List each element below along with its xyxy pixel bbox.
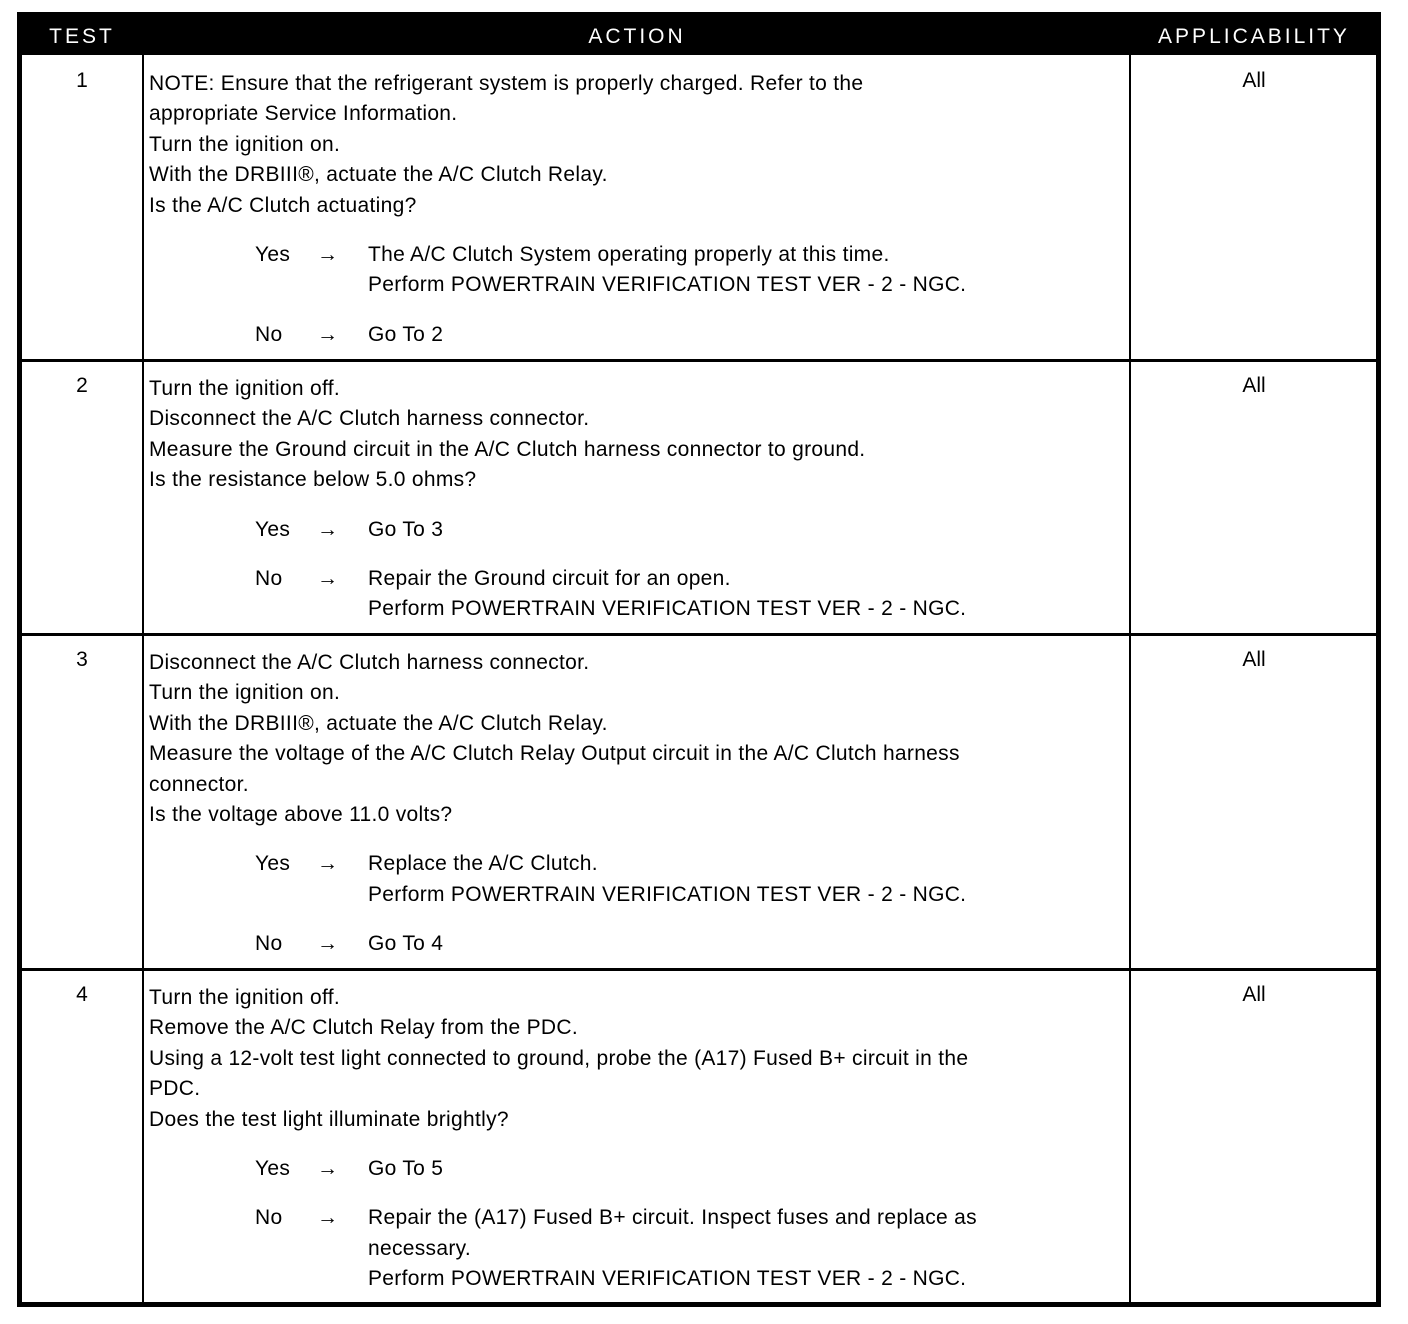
- action-line: Remove the A/C Clutch Relay from the PDC.: [149, 1016, 578, 1040]
- arrow-icon: →: [317, 932, 339, 956]
- no-outcome: [149, 929, 1129, 959]
- arrow-icon: →: [317, 567, 339, 591]
- action-line: Measure the Ground circuit in the A/C Clutch harness connector to ground.: [149, 437, 866, 461]
- arrow-icon: →: [317, 322, 339, 346]
- action-text: [149, 69, 1129, 350]
- yes-outcome: [149, 1154, 1129, 1184]
- action-line: Using a 12-volt test light connected to ground, probe the (A17) Fused B+ circuit in the: [149, 1046, 969, 1070]
- no-label: No: [255, 322, 283, 346]
- result-line: Repair the Ground circuit for an open.: [368, 567, 731, 591]
- result-line: Go To 2: [368, 322, 444, 346]
- yes-result: [368, 515, 1129, 545]
- action-line: Does the test light illuminate brightly?: [149, 1107, 509, 1131]
- header-action: ACTION: [588, 25, 686, 48]
- action-line: Is the voltage above 11.0 volts?: [149, 803, 453, 827]
- header-applicability: APPLICABILITY: [1158, 25, 1350, 48]
- action-line: Turn the ignition on.: [149, 681, 341, 705]
- action-line: appropriate Service Information.: [149, 102, 458, 126]
- table-row: [22, 969, 1376, 1302]
- yes-outcome: [149, 849, 1129, 910]
- action-text: [149, 983, 1129, 1295]
- arrow-icon: →: [317, 852, 339, 876]
- result-line: necessary.: [368, 1236, 471, 1260]
- action-text: [149, 374, 1129, 625]
- action-text: [149, 648, 1129, 960]
- result-line: The A/C Clutch System operating properly at this time.: [368, 243, 890, 267]
- action-line: connector.: [149, 772, 249, 796]
- yes-result: [368, 849, 1129, 910]
- action-line: Is the A/C Clutch actuating?: [149, 193, 417, 217]
- action-line: With the DRBIII®, actuate the A/C Clutch Relay.: [149, 163, 608, 187]
- applicability-value: All: [1242, 374, 1266, 397]
- no-label: No: [255, 1206, 283, 1230]
- test-number: 3: [76, 648, 88, 671]
- row-divider: [22, 359, 1376, 362]
- result-line: Go To 3: [368, 517, 444, 541]
- yes-result: [368, 240, 1129, 301]
- table-row: [22, 360, 1376, 634]
- applicability-value: All: [1242, 69, 1266, 92]
- arrow-icon: →: [317, 243, 339, 267]
- result-line: Perform POWERTRAIN VERIFICATION TEST VER - 2 - NGC.: [368, 882, 967, 906]
- row-divider: [22, 633, 1376, 636]
- result-line: Repair the (A17) Fused B+ circuit. Inspect fuses and replace as: [368, 1206, 977, 1230]
- table-row: [22, 55, 1376, 360]
- result-line: Go To 4: [368, 932, 444, 956]
- action-line: Disconnect the A/C Clutch harness connector.: [149, 407, 590, 431]
- action-line: NOTE: Ensure that the refrigerant system is properly charged. Refer to the: [149, 72, 864, 95]
- no-result: [368, 929, 1129, 959]
- header-test: TEST: [49, 25, 115, 48]
- action-line: Is the resistance below 5.0 ohms?: [149, 468, 477, 492]
- no-label: No: [255, 932, 283, 956]
- applicability-value: All: [1242, 983, 1266, 1006]
- yes-label: Yes: [255, 852, 291, 876]
- yes-label: Yes: [255, 1157, 291, 1181]
- action-line: Turn the ignition off.: [149, 377, 341, 400]
- applicability-value: All: [1242, 648, 1266, 671]
- no-label: No: [255, 567, 283, 591]
- no-outcome: [149, 564, 1129, 625]
- yes-outcome: [149, 240, 1129, 301]
- result-line: Perform POWERTRAIN VERIFICATION TEST VER - 2 - NGC.: [368, 597, 967, 621]
- result-line: Replace the A/C Clutch.: [368, 852, 598, 876]
- test-number: 1: [76, 69, 88, 92]
- no-result: [368, 564, 1129, 625]
- row-divider: [22, 968, 1376, 971]
- no-outcome: [149, 320, 1129, 350]
- yes-outcome: [149, 515, 1129, 545]
- action-line: Turn the ignition on.: [149, 132, 341, 156]
- diagnostic-test-table: [17, 12, 1381, 1307]
- result-line: Go To 5: [368, 1157, 444, 1181]
- action-line: Disconnect the A/C Clutch harness connector.: [149, 651, 590, 674]
- result-line: Perform POWERTRAIN VERIFICATION TEST VER - 2 - NGC.: [368, 273, 967, 297]
- table-header: [22, 17, 1376, 55]
- yes-result: [368, 1154, 1129, 1184]
- result-line: Perform POWERTRAIN VERIFICATION TEST VER - 2 - NGC.: [368, 1267, 967, 1291]
- table-row: [22, 634, 1376, 969]
- no-outcome: [149, 1203, 1129, 1294]
- action-line: Turn the ignition off.: [149, 986, 341, 1009]
- arrow-icon: →: [317, 517, 339, 541]
- action-line: PDC.: [149, 1077, 201, 1101]
- action-line: With the DRBIII®, actuate the A/C Clutch Relay.: [149, 711, 608, 735]
- yes-label: Yes: [255, 517, 291, 541]
- action-line: Measure the voltage of the A/C Clutch Relay Output circuit in the A/C Clutch harness: [149, 742, 960, 766]
- yes-label: Yes: [255, 243, 291, 267]
- no-result: [368, 320, 1129, 350]
- test-number: 4: [76, 983, 88, 1006]
- arrow-icon: →: [317, 1206, 339, 1230]
- no-result: [368, 1203, 1129, 1294]
- arrow-icon: →: [317, 1157, 339, 1181]
- test-number: 2: [76, 374, 88, 397]
